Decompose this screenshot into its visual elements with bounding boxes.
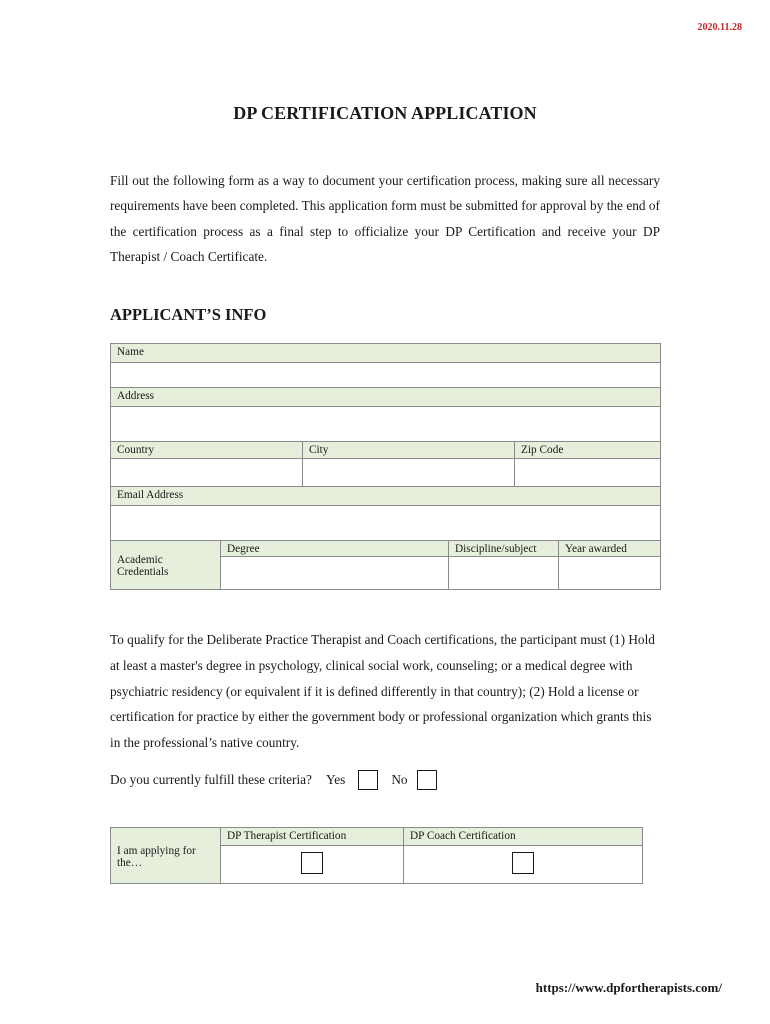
zip-code-field[interactable]: [515, 459, 661, 487]
applicant-info-heading: APPLICANT’S INFO: [110, 305, 267, 324]
no-label: No: [391, 772, 408, 787]
degree-field[interactable]: [221, 557, 449, 590]
applying-for-label: I am applying for the…: [111, 828, 221, 884]
year-awarded-field[interactable]: [559, 557, 661, 590]
intro-paragraph: Fill out the following form as a way to document your certification process, making sure all necessary requirements have been completed. This application form must be submitted for approval by the end of the certification process as a final step to officialize your DP Certification and receive your DP Therapist / Coach Certificate.: [110, 173, 660, 264]
name-field[interactable]: [111, 363, 661, 388]
criteria-paragraph: To qualify for the Deliberate Practice Therapist and Coach certifications, the participant must (1) Hold at least a master's degree in psychology, clinical social work, counseling; or a medical degree with psychiatric residency (or equivalent if it is defined differently in that country); (2) Hold a license or certification for practice by either the government body or professional organization which grants this in the professional’s native country.: [110, 632, 655, 751]
yes-checkbox[interactable]: [358, 770, 378, 790]
coach-certification-label: DP Coach Certification: [404, 828, 643, 846]
academic-credentials-line1: Academic: [117, 554, 163, 566]
document-date: 2020.11.28: [697, 22, 742, 33]
academic-credentials-label: [111, 541, 221, 590]
criteria-question: [110, 768, 437, 792]
email-field[interactable]: [111, 506, 661, 541]
address-label: Address: [111, 388, 661, 407]
yes-label: Yes: [325, 772, 346, 787]
zip-code-label: Zip Code: [515, 442, 661, 459]
therapist-certification-cell: [221, 846, 404, 884]
footer-url: https://www.dpfortherapists.com/: [535, 980, 722, 995]
name-label: Name: [111, 344, 661, 363]
criteria-question-text: Do you currently fulfill these criteria?: [110, 772, 312, 787]
discipline-field[interactable]: [449, 557, 559, 590]
certification-type-table: [110, 827, 643, 884]
country-field[interactable]: [111, 459, 303, 487]
therapist-certification-label: DP Therapist Certification: [221, 828, 404, 846]
applicant-info-table: [110, 343, 661, 590]
coach-certification-checkbox[interactable]: [512, 852, 534, 874]
address-field[interactable]: [111, 407, 661, 442]
country-label: Country: [111, 442, 303, 459]
city-label: City: [303, 442, 515, 459]
discipline-label: Discipline/subject: [449, 541, 559, 557]
email-label: Email Address: [111, 487, 661, 506]
year-awarded-label: Year awarded: [559, 541, 661, 557]
page-title: DP CERTIFICATION APPLICATION: [233, 103, 537, 123]
city-field[interactable]: [303, 459, 515, 487]
academic-credentials-line2: Credentials: [117, 566, 169, 578]
degree-label: Degree: [221, 541, 449, 557]
coach-certification-cell: [404, 846, 643, 884]
therapist-certification-checkbox[interactable]: [301, 852, 323, 874]
no-checkbox[interactable]: [417, 770, 437, 790]
